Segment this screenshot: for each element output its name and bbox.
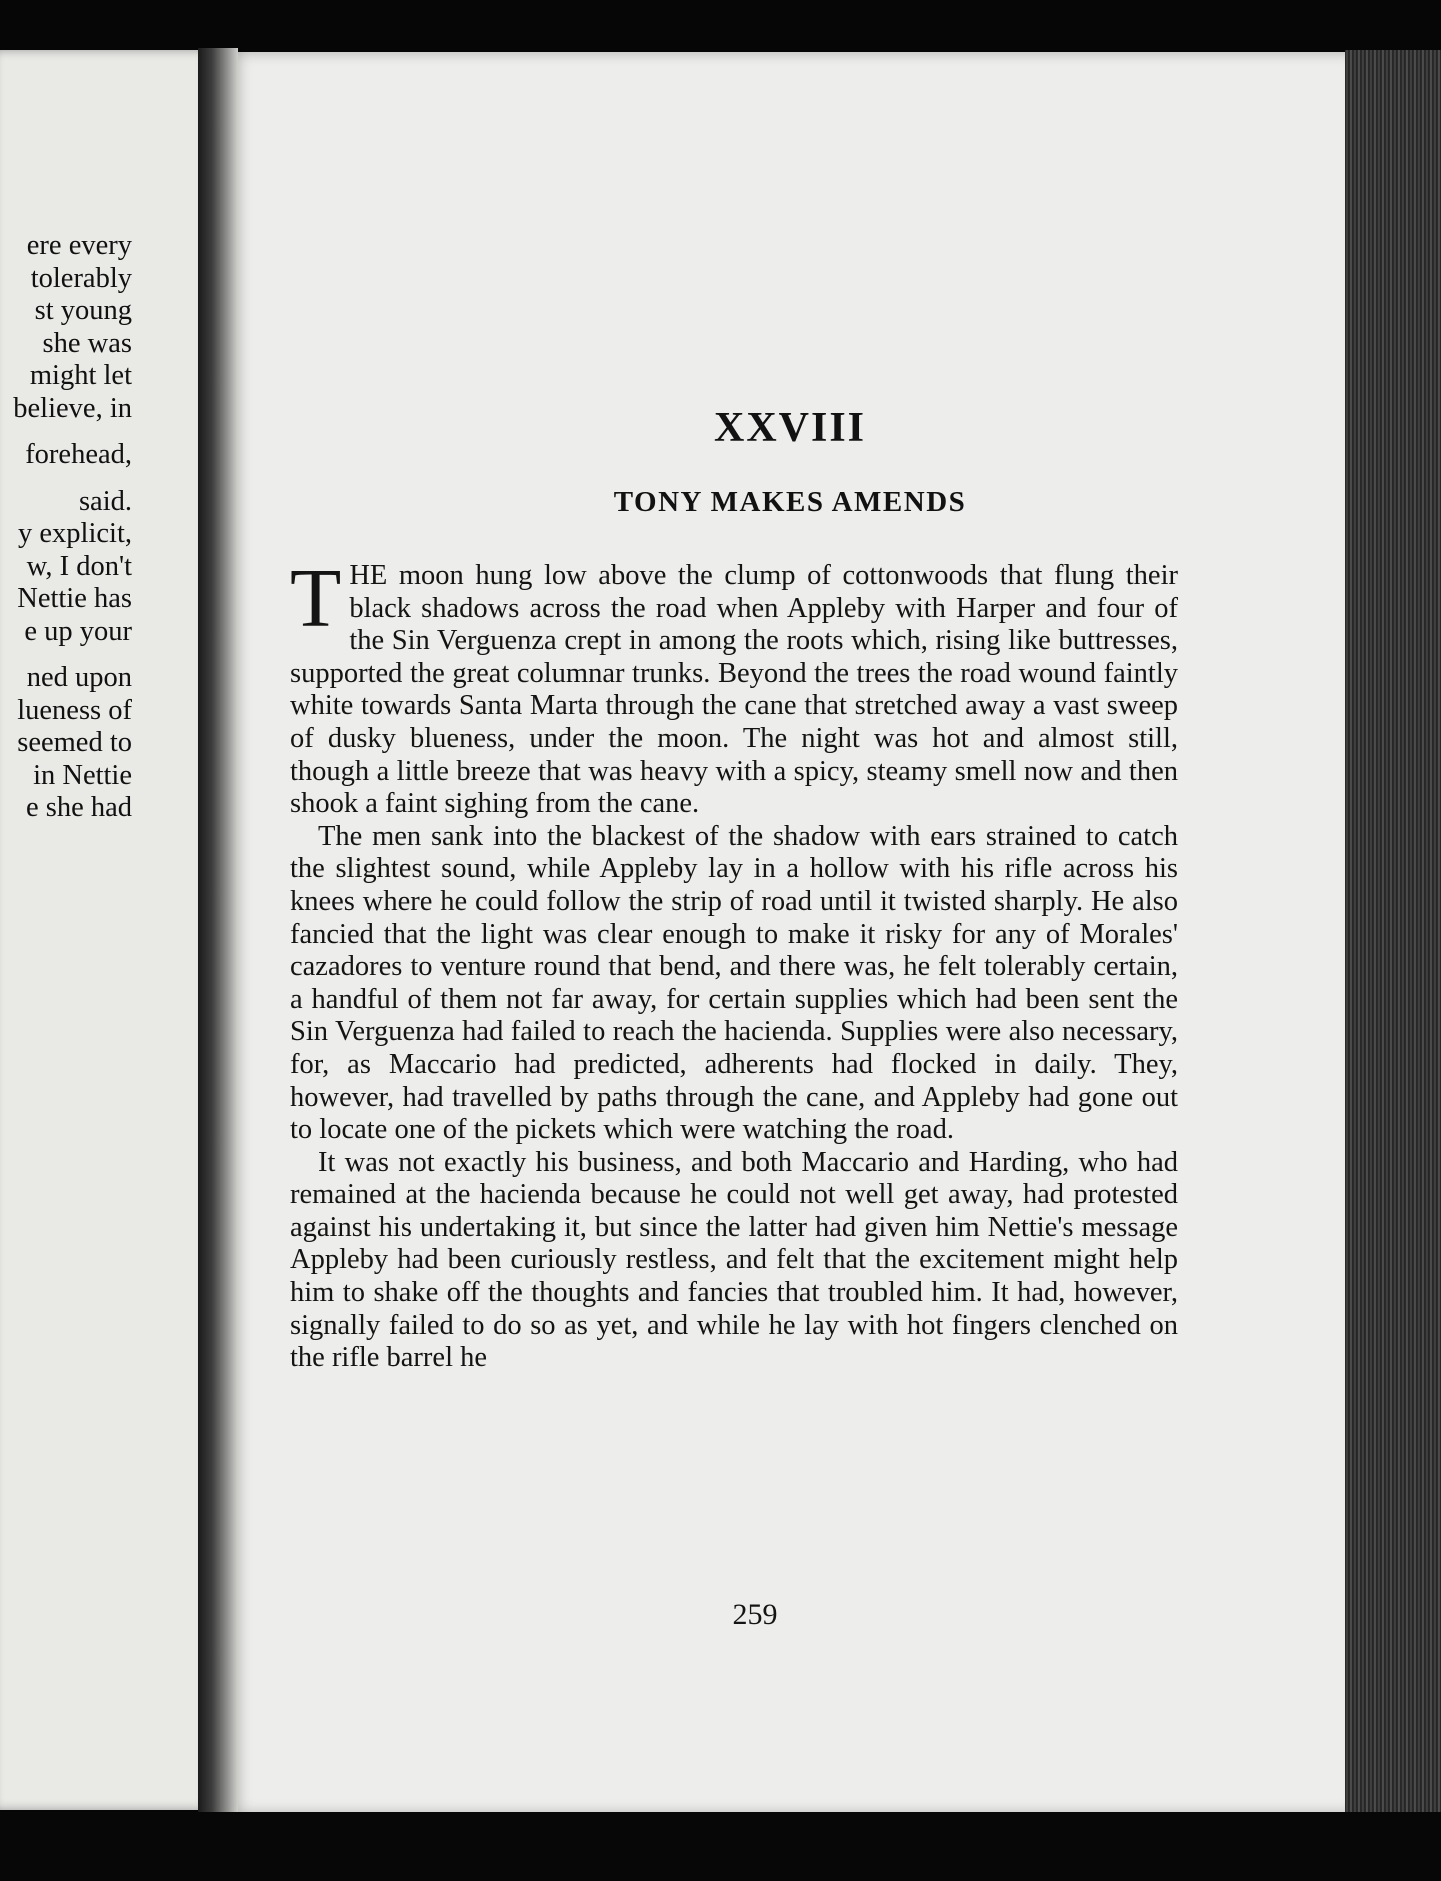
left-line: seemed to (17, 727, 132, 758)
paragraph-1-text: HE moon hung low above the clump of cottonwoods that flung their black shadows across the road when Appleby with Harper and four of the Sin Verguenza crept in among the roots which, rising like buttresses, supported the great columnar trunks. Beyond the trees the road wound faintly white towards Santa Marta through the cane that stretched away a vast sweep of dusky blueness, under the moon. The night was hot and almost still, though a little breeze that was heavy with a spicy, steamy smell now and then shook a faint sighing from the cane. (290, 560, 1178, 820)
left-line: might let (29, 360, 132, 391)
left-gap (0, 648, 132, 662)
left-line: Nettie has (17, 583, 132, 614)
paragraph-3: It was not exactly his business, and both Maccario and Harding, who had remained at the hacienda because he could not well get away, had protested against his undertaking it, but since the latter had given him Nettie's message Appleby had been curiously restless, and felt that the excitement might help him to shake off the thoughts and fancies that troubled him. It had, however, signally failed to do so as yet, and while he lay with hot fingers clenched on the rifle barrel he (290, 1146, 1178, 1374)
paragraph-1 (290, 552, 1178, 821)
left-line: e up your (24, 615, 132, 647)
left-line: tolerably (30, 262, 132, 294)
left-page-text (0, 230, 132, 825)
scan-background (0, 1812, 1441, 1881)
paragraph-2: The men sank into the blackest of the shadow with ears strained to catch the slightest sound, while Appleby lay in a hollow with his rifle across his knees where he could follow the strip of road until it twisted sharply. He also fancied that the light was clear enough to make it risky for any of Morales' cazadores to venture round that bend, and there was, he felt tolerably certain, a handful of them not far away, for certain supplies which had been sent the Sin Verguenza had failed to reach the hacienda. Supplies were also necessary, for, as Maccario had predicted, adherents had flocked in daily. They, however, had travelled by paths through the cane, and Appleby had gone out to locate one of the pickets which were watching the road. (290, 820, 1178, 1146)
left-line: in Nettie (33, 759, 132, 791)
left-line: lueness of (17, 694, 132, 726)
page-number: 259 (732, 1598, 778, 1631)
chapter-title: TONY MAKES AMENDS (613, 486, 967, 518)
left-gap (0, 425, 132, 439)
left-line: st young (34, 295, 132, 326)
left-line: e she had (25, 792, 132, 823)
left-page (0, 50, 212, 1810)
drop-cap: T (290, 552, 342, 645)
left-line: she was (42, 327, 132, 359)
left-line: y explicit, (18, 518, 132, 549)
chapter-number: XXVIII (713, 405, 867, 451)
left-line: believe, in (13, 392, 132, 424)
chapter-body (290, 552, 1178, 1375)
left-line: said. (78, 485, 132, 517)
left-gap (0, 472, 132, 486)
left-line: ned upon (26, 662, 132, 693)
page-edges (1345, 50, 1441, 1881)
left-line: w, I don't (26, 550, 132, 582)
book-gutter (198, 48, 238, 1818)
left-line: forehead, (25, 439, 132, 470)
left-line: ere every (26, 230, 132, 261)
